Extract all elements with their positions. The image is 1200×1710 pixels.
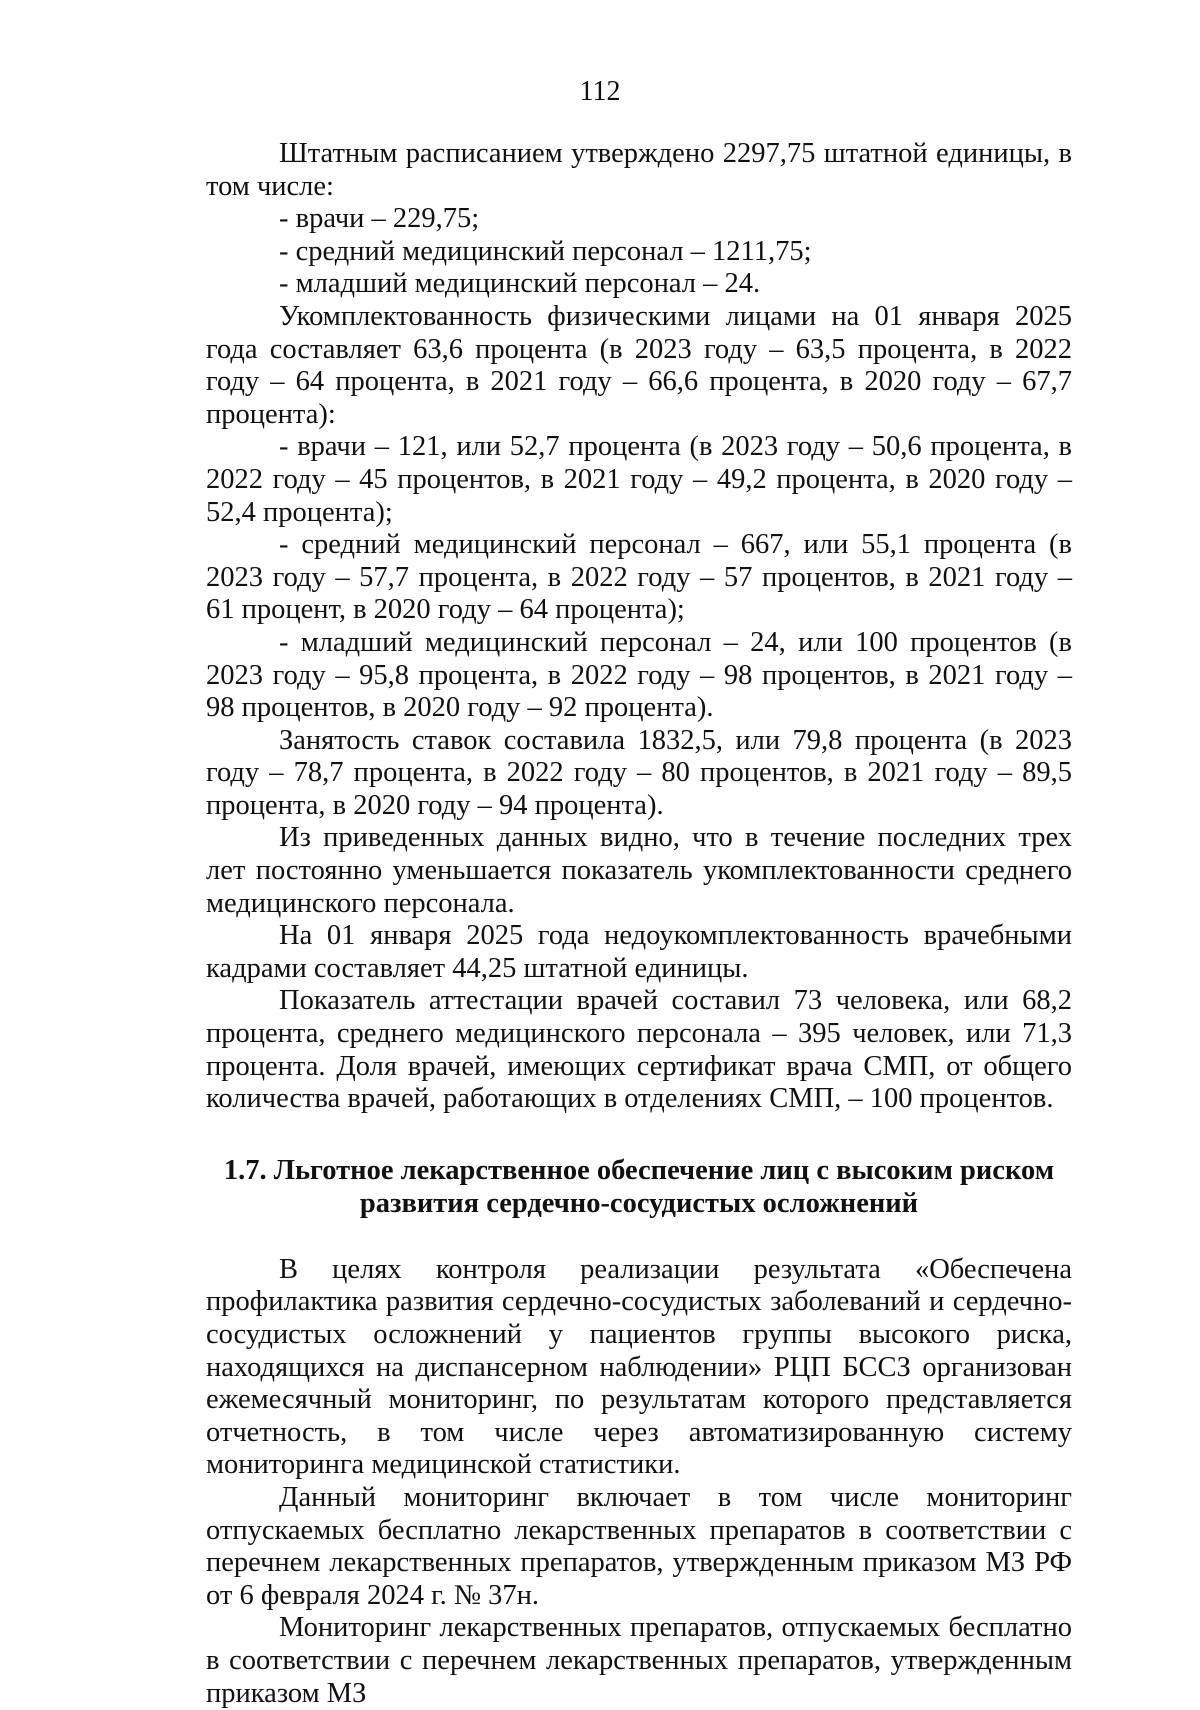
list-item-junior-staff: - младший медицинский персонал – 24. xyxy=(279,268,761,300)
doctors-staffing-paragraph: - врачи – 121, или 52,7 процента (в 2023 году – 50,6 процента, в 2022 году – 45 процентов, в 2021 году – 49,2 процента, в 2020 году – 52,4 процента); xyxy=(206,431,1072,528)
section-heading xyxy=(206,1154,1072,1220)
spacer xyxy=(206,1220,1072,1254)
monitoring-scope-paragraph: Данный мониторинг включает в том числе мониторинг отпускаемых бесплатно лекарственных препаратов в соответствии с перечнем лекарственных препаратов, утвержденным приказом МЗ РФ от 6 февраля 2024 г. № 37н. xyxy=(206,1481,1072,1611)
monitoring-paragraph: В целях контроля реализации результата «Обеспечена профилактика развития сердечно-сосудистых заболеваний и сердечно-сосудистых осложнений у пациентов группы высокого риска, находящихся на диспансерном наблюдении» РЦП БССЗ организован ежемесячный мониторинг, по результатам которого представляется отчетность, в том числе через автоматизированную систему мониторинга медицинской статистики. xyxy=(206,1253,1072,1481)
list-item-nurses: - средний медицинский персонал – 1211,75; xyxy=(279,235,812,267)
staff-schedule-paragraph: Штатным расписанием утверждено 2297,75 штатной единицы, в том числе: xyxy=(206,138,1072,202)
spacer xyxy=(206,1116,1072,1154)
page-number: 112 xyxy=(579,76,621,107)
conclusion-paragraph: Из приведенных данных видно, что в течение последних трех лет постоянно уменьшается показатель укомплектованности среднего медицинского персонала. xyxy=(206,822,1072,919)
nurses-staffing-paragraph: - средний медицинский персонал – 667, или 55,1 процента (в 2023 году – 57,7 процента, в 2022 году – 57 процентов, в 2021 году – 61 процент, в 2020 году – 64 процента); xyxy=(206,529,1072,626)
junior-staffing-paragraph: - младший медицинский персонал – 24, или 100 процентов (в 2023 году – 95,8 процента, в 2022 году – 98 процентов, в 2021 году – 98 процентов, в 2020 году – 92 процента). xyxy=(206,626,1072,724)
section-heading-line-2: развития сердечно-сосудистых осложнений xyxy=(359,1187,919,1219)
positions-occupancy-paragraph: Занятость ставок составила 1832,5, или 79,8 процента (в 2023 году – 78,7 процента, в 2022 году – 80 процентов, в 2021 году – 89,5 процента, в 2020 году – 94 процента). xyxy=(206,724,1072,821)
staffing-level-paragraph: Укомплектованность физическими лицами на 01 января 2025 года составляет 63,6 процента (в 2023 году – 63,5 процента, в 2022 году – 64 процента, в 2021 году – 66,6 процента, в 2020 году – 67,7 процента): xyxy=(206,300,1072,430)
certification-paragraph: Показатель аттестации врачей составил 73 человека, или 68,2 процента, среднего медицинского персонала – 395 человек, или 71,3 процента. Доля врачей, имеющих сертификат врача СМП, от общего количества врачей, работающих в отделениях СМП, – 100 процентов. xyxy=(206,985,1072,1115)
drug-monitoring-paragraph: Мониторинг лекарственных препаратов, отпускаемых бесплатно в соответствии с перечнем лекарственных препаратов, утвержденным приказом МЗ xyxy=(206,1612,1072,1709)
section-heading-line-1: 1.7. Льготное лекарственное обеспечение лиц с высоким риском xyxy=(223,1154,1055,1186)
page-body xyxy=(206,138,1072,1710)
list-item-doctors: - врачи – 229,75; xyxy=(279,203,480,235)
understaffing-paragraph: На 01 января 2025 года недоукомплектованность врачебными кадрами составляет 44,25 штатной единицы. xyxy=(206,920,1072,984)
